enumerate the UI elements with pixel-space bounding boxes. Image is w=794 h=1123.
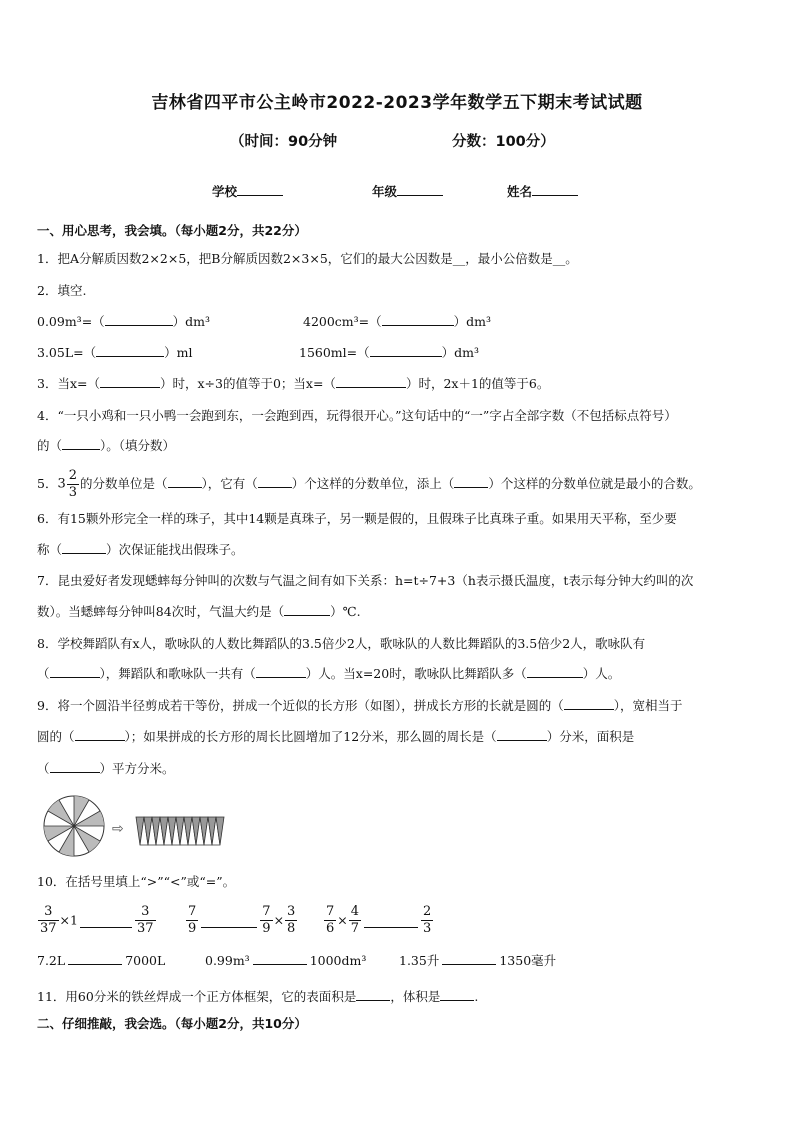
mixed-number: 3 $\frac{2}{3}$ bbox=[57, 468, 78, 500]
arrow-icon: ⇨ bbox=[112, 821, 124, 837]
question-9-line-1: 9．将一个圆沿半径剪成若干等份，拼成一个近似的长方形（如图），拼成长方形的长就是圆的（ ），宽相当于 bbox=[37, 698, 683, 713]
score-label: 分数：100分） bbox=[452, 134, 555, 150]
q2a: 0.09m³=（ ）dm³ bbox=[37, 314, 211, 329]
grade-blank bbox=[397, 183, 443, 196]
question-11: 11．用60分米的铁丝焊成一个正方体框架，它的表面积是 ，体积是 . bbox=[37, 989, 479, 1004]
question-7-line-2: 数）。当蟋蟀每分钟叫84次时，气温大约是（ ）℃. bbox=[37, 604, 361, 619]
q10-units-2: 0.99m³ 1000dm³ bbox=[205, 953, 367, 968]
circle-to-rectangle-figure bbox=[40, 795, 240, 857]
q2b: 4200cm³=（ ）dm³ bbox=[303, 314, 492, 329]
question-1: 1．把A分解质因数2×2×5，把B分解质因数2×3×5，它们的最大公因数是__，最小公倍数是__。 bbox=[37, 251, 578, 266]
school-field bbox=[212, 182, 283, 200]
section-2-heading: 二、仔细推敲，我会选。（每小题2分，共10分） bbox=[37, 1016, 307, 1031]
question-6-line-1: 6．有15颗外形完全一样的珠子，其中14颗是真珠子，另一颗是假的，且假珠子比真珠子重。如果用天平称，至少要 bbox=[37, 511, 677, 526]
question-2: 2．填空. bbox=[37, 283, 87, 298]
name-label: 姓名 bbox=[507, 184, 533, 199]
question-5: 5．3 $\frac{2}{3}$ 的分数单位是（ ），它有（ ）个这样的分数单位，添上（ ）个这样的分数单位就是最小的合数。 bbox=[37, 468, 701, 500]
question-6-line-2: 称（ ）次保证能找出假珠子。 bbox=[37, 542, 244, 557]
school-blank bbox=[237, 183, 283, 196]
page-title: 吉林省四平市公主岭市2022-2023学年数学五下期末考试试题 bbox=[151, 93, 643, 113]
school-label: 学校 bbox=[212, 184, 238, 199]
question-3: 3．当x=（ ）时，x÷3的值等于0；当x=（ ）时，2x＋1的值等于6。 bbox=[37, 376, 550, 391]
sectored-circle-icon bbox=[44, 796, 104, 856]
q2d: 1560ml=（ ）dm³ bbox=[299, 345, 480, 360]
question-10: 10．在括号里填上“>”“<”或“=”。 bbox=[37, 874, 236, 889]
q10-compare-1: $\frac{3}{37}$ ×1 $\frac{3}{37}$ bbox=[40, 904, 154, 936]
grade-label: 年级 bbox=[372, 184, 398, 199]
question-7-line-1: 7．昆虫爱好者发现蟋蟀每分钟叫的次数与气温之间有如下关系：h=t÷7+3（h表示摄氏温度，t表示每分钟大约叫的次 bbox=[37, 573, 694, 588]
q10-units-3: 1.35升 1350毫升 bbox=[399, 953, 557, 968]
question-9-line-2: 圆的（ ）；如果拼成的长方形的周长比圆增加了12分米，那么圆的周长是（ ）分米，面积是 bbox=[37, 729, 635, 744]
question-9-line-3: （ ）平方分米。 bbox=[37, 761, 175, 776]
approx-rectangle-icon bbox=[136, 817, 224, 845]
question-10-fractions bbox=[37, 900, 759, 940]
question-8-line-1: 8．学校舞蹈队有x人，歌咏队的人数比舞蹈队的3.5倍少2人，歌咏队的人数比舞蹈队的3.5倍少2人，歌咏队有 bbox=[37, 636, 646, 651]
question-4-line-1: 4．“一只小鸡和一只小鸭一会跑到东，一会跑到西，玩得很开心。”这句话中的“一”字占全部字数（不包括标点符号） bbox=[37, 408, 677, 423]
time-label: （时间：90分钟 bbox=[230, 134, 338, 150]
section-1-heading: 一、用心思考，我会填。（每小题2分，共22分） bbox=[37, 223, 307, 238]
name-field bbox=[507, 182, 578, 200]
q10-compare-2: $\frac{7}{9}$ $\frac{7}{9}$ × $\frac{3}{8}$ bbox=[188, 904, 296, 936]
q10-units-1: 7.2L 7000L bbox=[37, 953, 166, 968]
question-8-line-2: （ ），舞蹈队和歌咏队一共有（ ）人。当x=20时，歌咏队比舞蹈队多（ ）人。 bbox=[37, 666, 621, 681]
q2c: 3.05L=（ ）ml bbox=[37, 345, 193, 360]
q10-compare-3: $\frac{7}{6}$ × $\frac{4}{7}$ $\frac{2}{3}$ bbox=[326, 904, 432, 936]
grade-field bbox=[372, 182, 443, 200]
name-blank bbox=[532, 183, 578, 196]
question-4-line-2: 的（ ）。（填分数） bbox=[37, 438, 176, 453]
